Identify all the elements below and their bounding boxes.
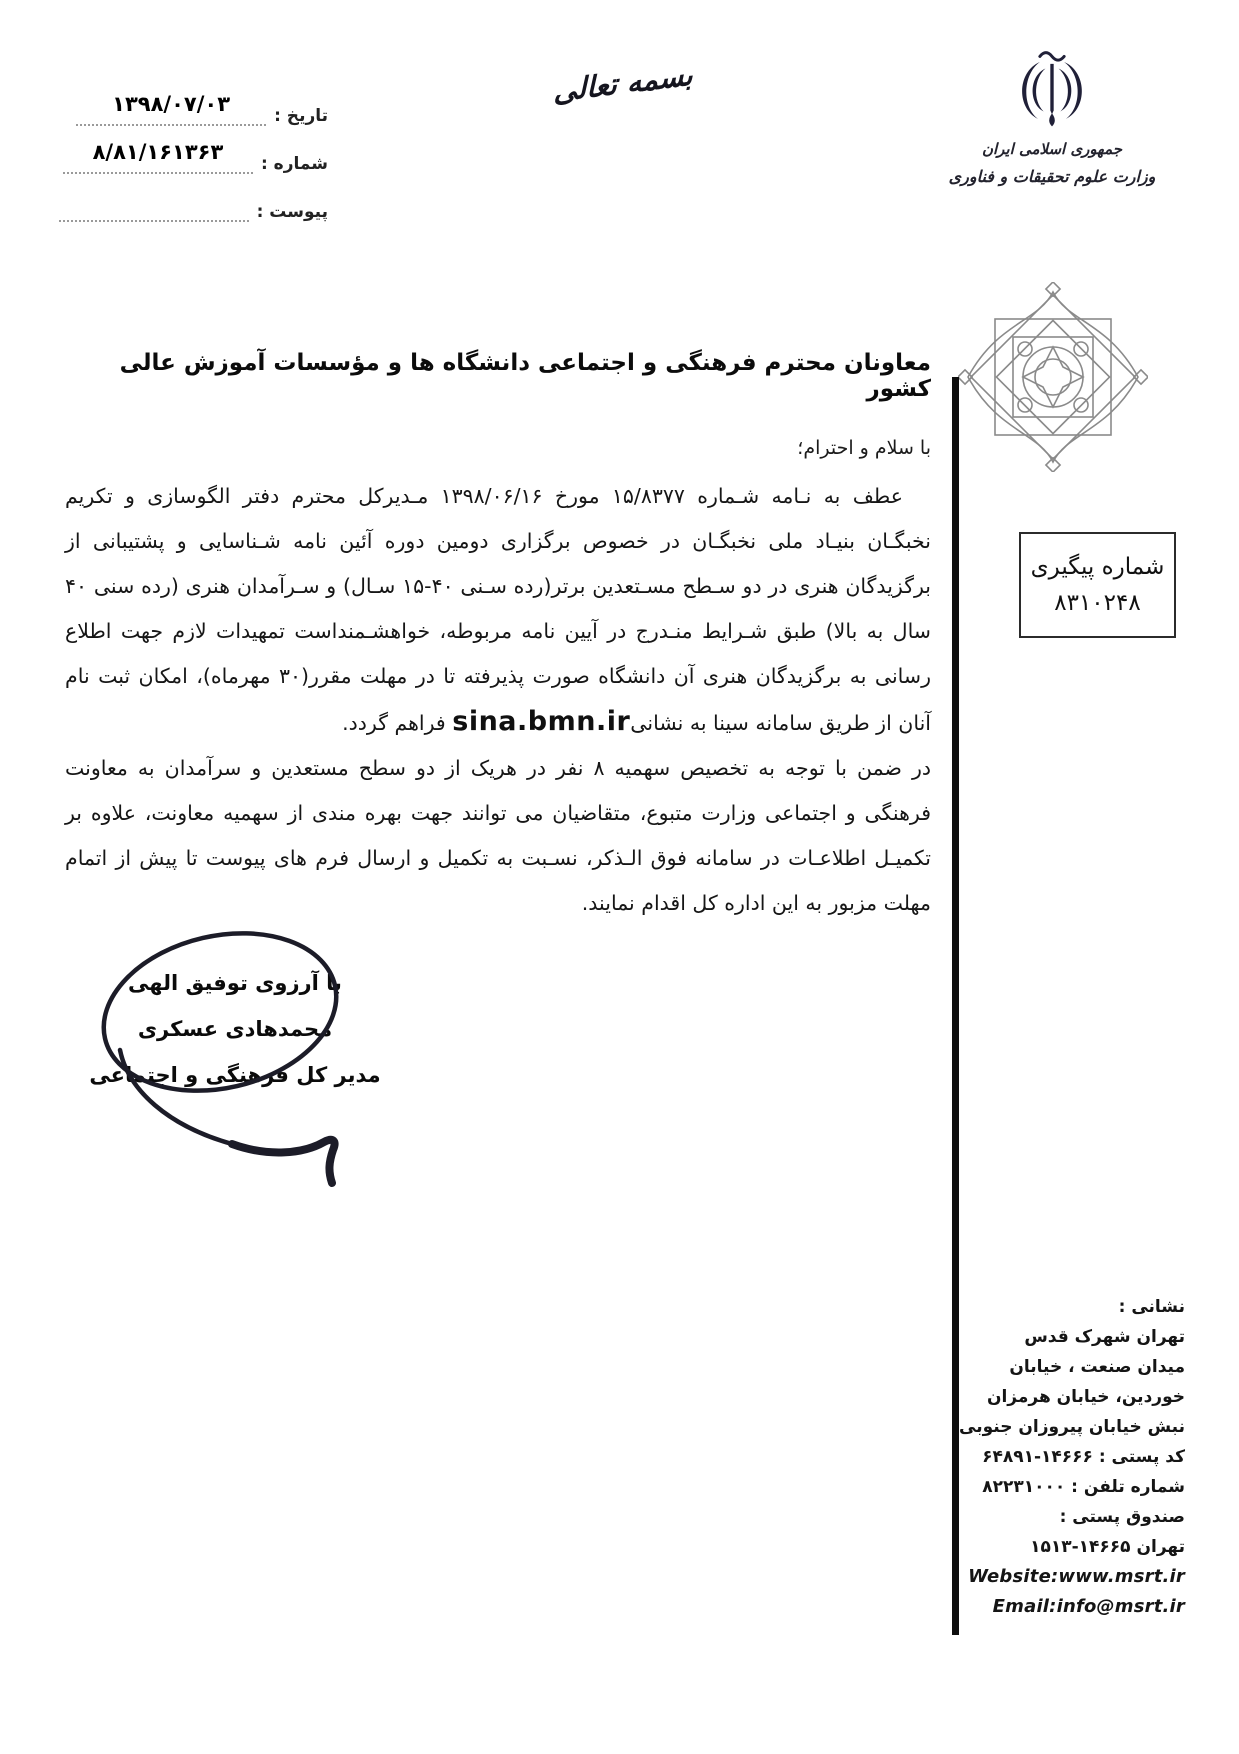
iran-emblem-icon xyxy=(1014,48,1090,132)
paragraph-1-closing: فراهم گردد. xyxy=(342,711,453,735)
address-line: میدان صنعت ، خیابان xyxy=(1009,1357,1185,1377)
republic-title: جمهوری اسلامی ایران xyxy=(981,140,1123,158)
date-value: ۱۳۹۸/۰۷/۰۳ xyxy=(76,92,266,126)
tracking-number-box xyxy=(1019,532,1176,638)
paragraph-1-text: عطف به نـامه شـماره ۱۵/۸۳۷۷ مورخ ۱۳۹۸/۰۶/۱۶ مـدیرکل محترم دفتر الگوسازی و تکریم نخبگـان بنیـاد ملی نخبگـان در خصوص برگزاری دومین دوره آئین نامه شـناسایی و پشتیبانی از برگزیدگان هنری در دو سـطح مسـتعدین برتر(رده سـنی ۴۰-۱۵ سـال) و سـرآمدان هنری (رده سنی ۴۰ سال به بالا) طبق شـرایط منـدرج در آیین نامه مربوطه، خواهشـمنداست تمهیدات لازم جهت اطلاع رسانی به برگزیدگان هنری آن دانشگاه صورت پذیرفته تا در مهلت مقرر(۳۰ مهرماه)، امکان ثبت نام آنان از طریق سامانه سینا به نشانی xyxy=(65,484,931,735)
government-header xyxy=(915,48,1189,186)
footer-address xyxy=(950,1292,1185,1622)
po-box-label: صندوق پستی : xyxy=(1059,1507,1185,1527)
signature-block xyxy=(85,960,385,1098)
sina-url: sina.bmn.ir xyxy=(452,706,631,737)
date-label: تاریخ : xyxy=(274,106,328,126)
letterhead-meta xyxy=(28,92,328,236)
attachment-label: پیوست : xyxy=(256,202,328,222)
tracking-label: شماره پیگیری xyxy=(1030,554,1165,580)
bismillah-calligraphy: بسمه تعالی xyxy=(553,57,693,109)
po-box-number: تهران ۱۴۶۶۵-۱۵۱۳ xyxy=(1030,1537,1185,1557)
salutation: با سلام و احترام؛ xyxy=(797,437,931,459)
attachment-value xyxy=(59,188,249,222)
signatory-title: مدیر کل فرهنگی و اجتماعی xyxy=(89,1063,381,1087)
address-line: نبش خیابان پیروزان جنوبی xyxy=(959,1417,1185,1437)
tracking-number: ۸۳۱۰۲۴۸ xyxy=(1054,590,1141,616)
paragraph-1 xyxy=(65,474,931,746)
paragraph-2: در ضمن با توجه به تخصیص سهمیه ۸ نفر در هریک از دو سطح مستعدین و سرآمدان به معاونت فرهنگی و اجتماعی وزارت متبوع، متقاضیان می توانند جهت بهره مندی از سهمیه معاونت، علاوه بر تکمیـل اطلاعـات در سامانه فوق الـذکر، نسـبت به تکمیل و ارسال فرم های پیوست تا پیش از اتمام مهلت مزبور به این اداره کل اقدام نمایند. xyxy=(65,756,931,915)
number-row xyxy=(28,140,328,174)
address-line: تهران شهرک قدس xyxy=(1024,1327,1185,1347)
number-value: ۸/۸۱/۱۶۱۳۶۳ xyxy=(63,140,253,174)
signatory-name: محمدهادی عسکری xyxy=(137,1017,333,1041)
attachment-row xyxy=(28,188,328,222)
phone-number: شماره تلفن : ۸۲۲۳۱۰۰۰ xyxy=(982,1477,1185,1497)
email-address: Email:info@msrt.ir xyxy=(992,1596,1185,1617)
letter-body xyxy=(65,474,931,926)
postal-code: کد پستی : ۱۴۶۶۶-۶۴۸۹۱ xyxy=(982,1447,1185,1467)
recipient-heading: معاونان محترم فرهنگی و اجتماعی دانشگاه ها و مؤسسات آموزش عالی کشور xyxy=(119,350,931,402)
website-url: Website:www.msrt.ir xyxy=(968,1566,1185,1587)
signature-wish: با آرزوی توفیق الهی xyxy=(128,971,342,995)
ministry-title: وزارت علوم تحقیقات و فناوری xyxy=(948,167,1156,186)
number-label: شماره : xyxy=(260,154,328,174)
address-label: نشانی : xyxy=(1118,1297,1185,1317)
star-ornament xyxy=(958,282,1148,472)
date-row xyxy=(28,92,328,126)
address-line: خوردین، خیابان هرمزان xyxy=(986,1387,1185,1407)
